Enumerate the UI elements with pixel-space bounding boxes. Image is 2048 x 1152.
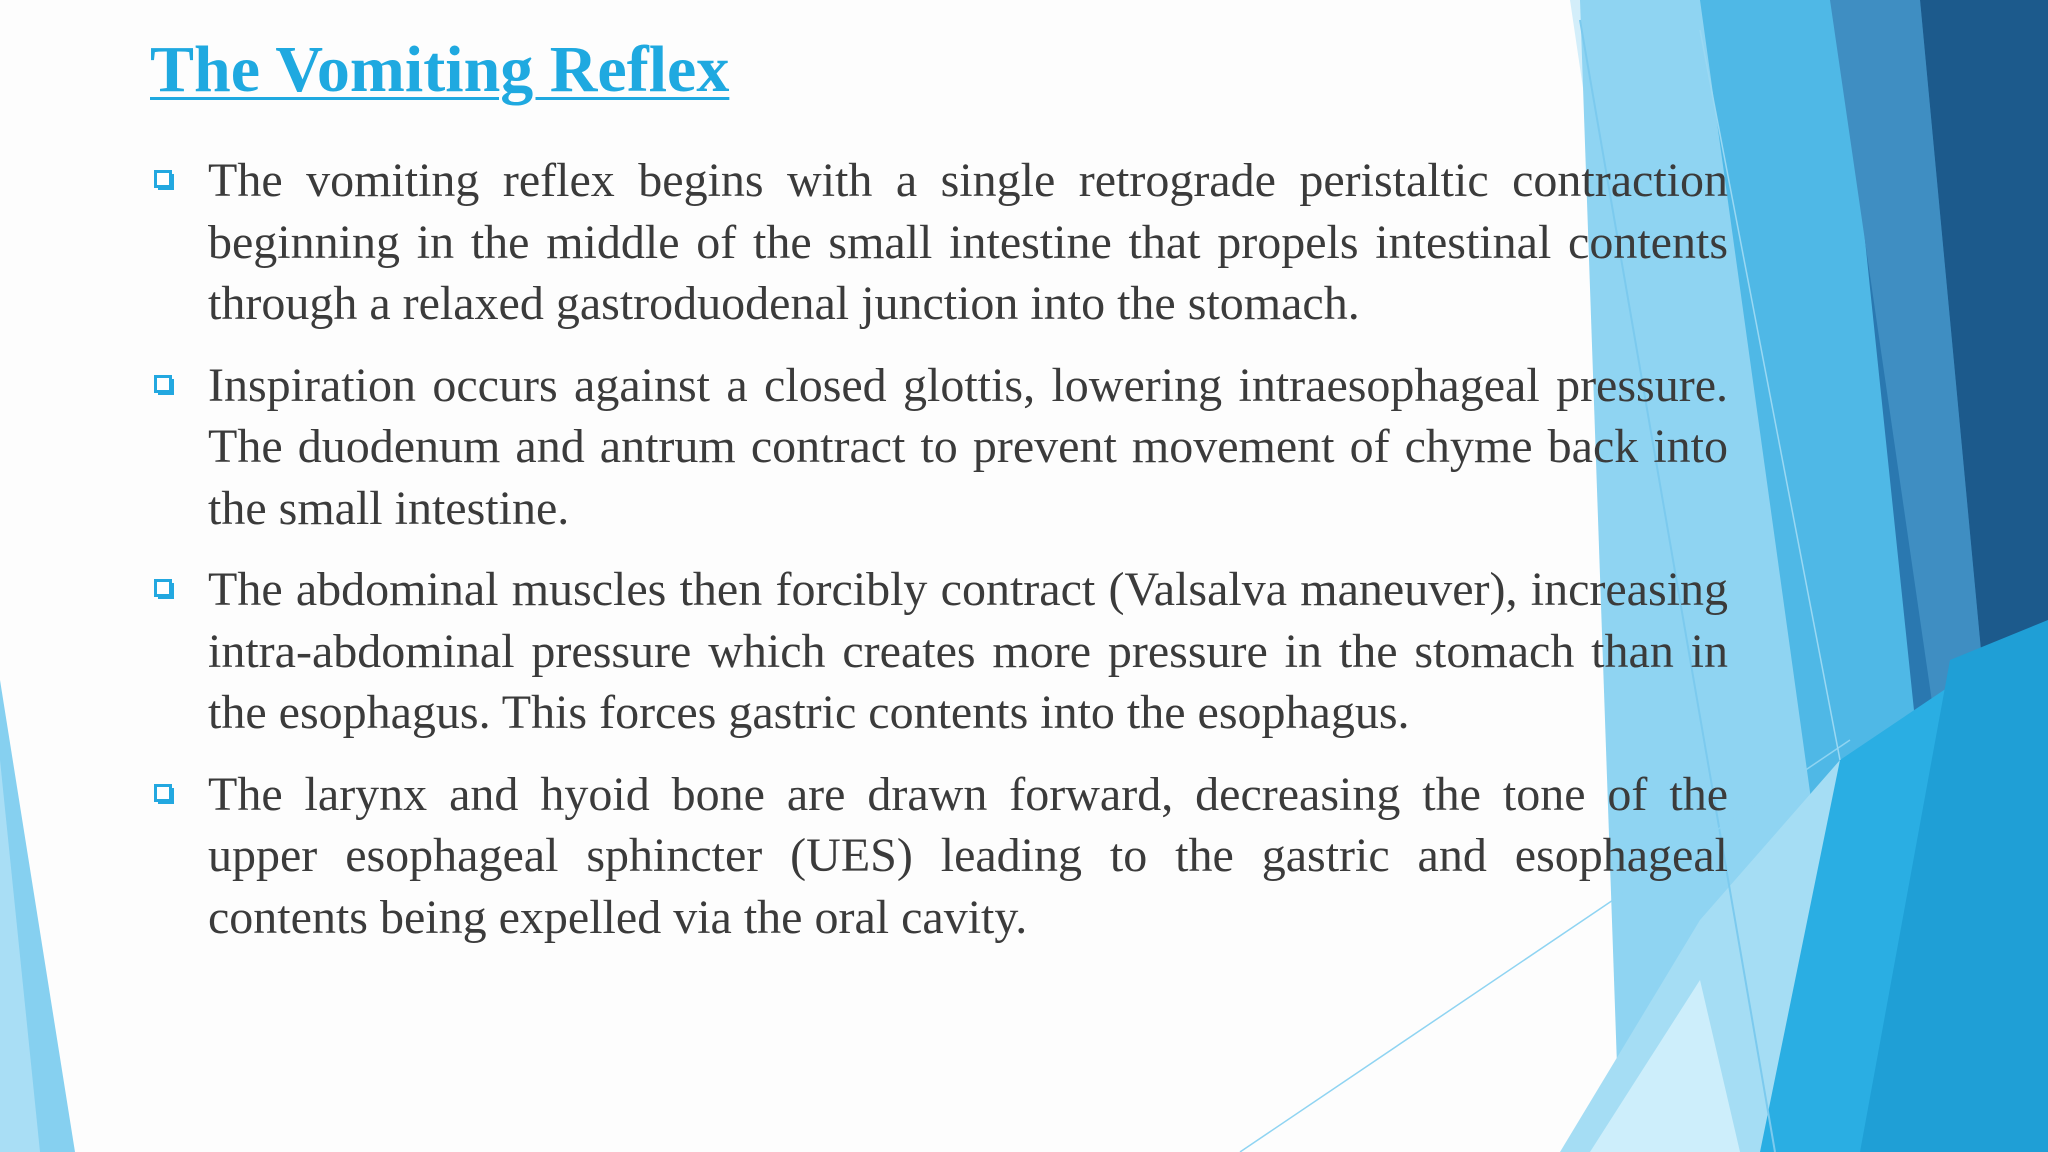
bullet-item [150,150,1728,335]
bullet-text: The vomiting reflex begins with a single retrograde peristaltic contraction beginning in the middle of the small intestine that propels intestinal contents through a relaxed gastroduodenal junction into the stomach. [208,154,1728,330]
hollow-square-bullet-icon [154,375,174,395]
bullet-item [150,355,1728,540]
bullet-text: Inspiration occurs against a closed glottis, lowering intraesophageal pressure. The duodenum and antrum contract to prevent movement of chyme back into the small intestine. [208,358,1728,535]
hollow-square-bullet-icon [154,170,174,190]
slide-title: The Vomiting Reflex [150,33,730,106]
bullet-list [150,150,1728,968]
bullet-text: The abdominal muscles then forcibly contract (Valsalva maneuver), increasing intra-abdominal pressure which creates more pressure in the stomach than in the esophagus. This forces gastric contents into the esophagus. [208,563,1728,739]
hollow-square-bullet-icon [154,579,174,599]
hollow-square-bullet-icon [154,784,174,804]
bullet-item [150,559,1728,744]
bullet-text: The larynx and hyoid bone are drawn forward, decreasing the tone of the upper esophageal sphincter (UES) leading to the gastric and esophageal contents being expelled via the oral cavity. [208,767,1728,944]
bullet-item [150,764,1728,949]
